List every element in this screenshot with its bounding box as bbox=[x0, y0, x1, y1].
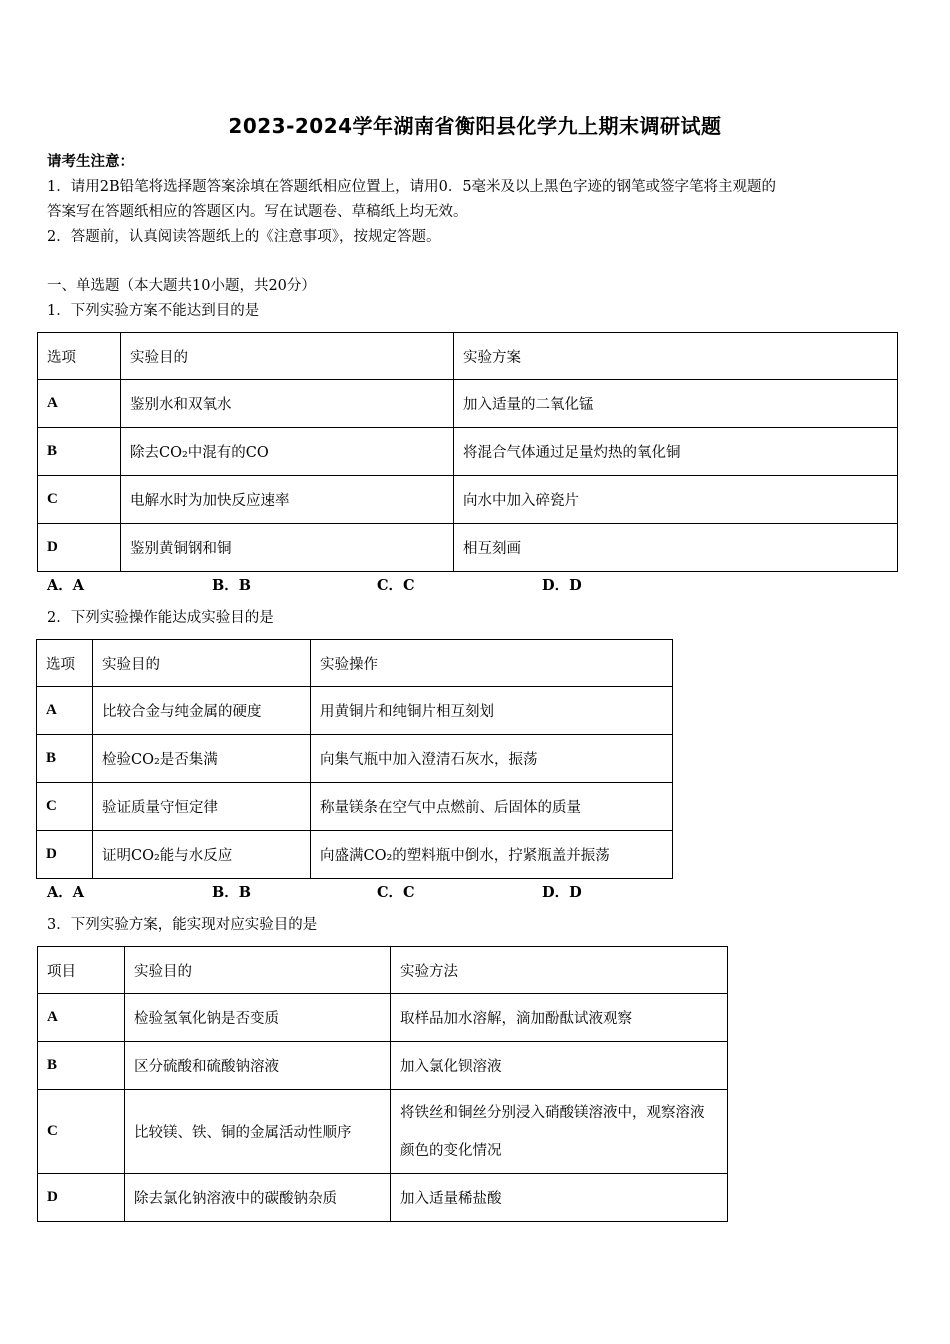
choice-d[interactable]: D．D bbox=[542, 577, 582, 594]
purpose-cell: 证明CO₂能与水反应 bbox=[93, 831, 311, 879]
choice-c[interactable]: C．C bbox=[377, 884, 415, 901]
purpose-cell: 比较合金与纯金属的硬度 bbox=[93, 687, 311, 735]
header-cell: 实验方案 bbox=[454, 333, 898, 380]
method-cell: 取样品加水溶解，滴加酚酞试液观察 bbox=[391, 994, 728, 1042]
table-row bbox=[37, 831, 673, 879]
purpose-cell: 检验CO₂是否集满 bbox=[93, 735, 311, 783]
choice-d[interactable]: D．D bbox=[542, 884, 582, 901]
operation-cell: 称量镁条在空气中点燃前、后固体的质量 bbox=[311, 783, 673, 831]
header-cell: 实验目的 bbox=[93, 640, 311, 687]
option-cell: C bbox=[38, 1090, 125, 1174]
method-cell: 加入适量稀盐酸 bbox=[391, 1174, 728, 1222]
option-cell: A bbox=[38, 994, 125, 1042]
header-cell: 实验操作 bbox=[311, 640, 673, 687]
notice-line-1-cont: 答案写在答题纸相应的答题区内。写在试题卷、草稿纸上均无效。 bbox=[47, 204, 468, 220]
notice-line-2: 2．答题前，认真阅读答题纸上的《注意事项》，按规定答题。 bbox=[47, 229, 441, 245]
question-2-table bbox=[36, 639, 673, 879]
purpose-cell: 除去CO₂中混有的CO bbox=[121, 428, 454, 476]
option-cell: B bbox=[37, 735, 93, 783]
choice-b[interactable]: B．B bbox=[212, 577, 252, 594]
method-cell: 加入氯化钡溶液 bbox=[391, 1042, 728, 1090]
table-row bbox=[37, 735, 673, 783]
operation-cell: 向集气瓶中加入澄清石灰水，振荡 bbox=[311, 735, 673, 783]
option-cell: D bbox=[37, 831, 93, 879]
choice-a[interactable]: A．A bbox=[47, 577, 85, 594]
option-cell: C bbox=[38, 476, 121, 524]
question-3-stem: 3．下列实验方案，能实现对应实验目的是 bbox=[47, 917, 318, 933]
table-header-row bbox=[37, 640, 673, 687]
header-cell: 实验目的 bbox=[125, 947, 391, 994]
option-cell: A bbox=[38, 380, 121, 428]
plan-cell: 相互刻画 bbox=[454, 524, 898, 572]
header-cell: 选项 bbox=[38, 333, 121, 380]
choice-c[interactable]: C．C bbox=[377, 577, 415, 594]
table-row bbox=[38, 428, 898, 476]
option-cell: B bbox=[38, 1042, 125, 1090]
option-cell: D bbox=[38, 1174, 125, 1222]
purpose-cell: 鉴别黄铜钢和铜 bbox=[121, 524, 454, 572]
table-row bbox=[38, 1090, 728, 1174]
table-row bbox=[38, 1174, 728, 1222]
section-heading: 一、单选题（本大题共10小题，共20分） bbox=[47, 278, 316, 294]
question-3-table bbox=[37, 946, 728, 1222]
table-row bbox=[38, 476, 898, 524]
choice-a[interactable]: A．A bbox=[47, 884, 85, 901]
purpose-cell: 鉴别水和双氧水 bbox=[121, 380, 454, 428]
table-header-row bbox=[38, 947, 728, 994]
header-cell: 实验方法 bbox=[391, 947, 728, 994]
purpose-cell: 除去氯化钠溶液中的碳酸钠杂质 bbox=[125, 1174, 391, 1222]
plan-cell: 向水中加入碎瓷片 bbox=[454, 476, 898, 524]
method-cell: 将铁丝和铜丝分别浸入硝酸镁溶液中，观察溶液颜色的变化情况 bbox=[391, 1090, 728, 1174]
table-header-row bbox=[38, 333, 898, 380]
question-1-table bbox=[37, 332, 898, 572]
table-row bbox=[38, 524, 898, 572]
page-title: 2023-2024学年湖南省衡阳县化学九上期末调研试题 bbox=[228, 114, 722, 138]
question-2-stem: 2．下列实验操作能达成实验目的是 bbox=[47, 610, 274, 626]
question-1-stem: 1．下列实验方案不能达到目的是 bbox=[47, 303, 260, 319]
option-cell: A bbox=[37, 687, 93, 735]
option-cell: B bbox=[38, 428, 121, 476]
table-row bbox=[38, 1042, 728, 1090]
choice-b[interactable]: B．B bbox=[212, 884, 252, 901]
purpose-cell: 电解水时为加快反应速率 bbox=[121, 476, 454, 524]
plan-cell: 将混合气体通过足量灼热的氧化铜 bbox=[454, 428, 898, 476]
table-row bbox=[37, 687, 673, 735]
header-cell: 实验目的 bbox=[121, 333, 454, 380]
table-row bbox=[38, 994, 728, 1042]
operation-cell: 向盛满CO₂的塑料瓶中倒水，拧紧瓶盖并振荡 bbox=[311, 831, 673, 879]
notice-line-1: 1．请用2B铅笔将选择题答案涂填在答题纸相应位置上，请用0．5毫米及以上黑色字迹的钢笔或签字笔将主观题的 bbox=[47, 179, 777, 195]
table-row bbox=[38, 380, 898, 428]
purpose-cell: 比较镁、铁、铜的金属活动性顺序 bbox=[125, 1090, 391, 1174]
notice-heading: 请考生注意： bbox=[47, 153, 134, 170]
option-cell: D bbox=[38, 524, 121, 572]
option-cell: C bbox=[37, 783, 93, 831]
plan-cell: 加入适量的二氧化锰 bbox=[454, 380, 898, 428]
purpose-cell: 区分硫酸和硫酸钠溶液 bbox=[125, 1042, 391, 1090]
operation-cell: 用黄铜片和纯铜片相互刻划 bbox=[311, 687, 673, 735]
table-row bbox=[37, 783, 673, 831]
header-cell: 项目 bbox=[38, 947, 125, 994]
header-cell: 选项 bbox=[37, 640, 93, 687]
purpose-cell: 验证质量守恒定律 bbox=[93, 783, 311, 831]
purpose-cell: 检验氢氧化钠是否变质 bbox=[125, 994, 391, 1042]
